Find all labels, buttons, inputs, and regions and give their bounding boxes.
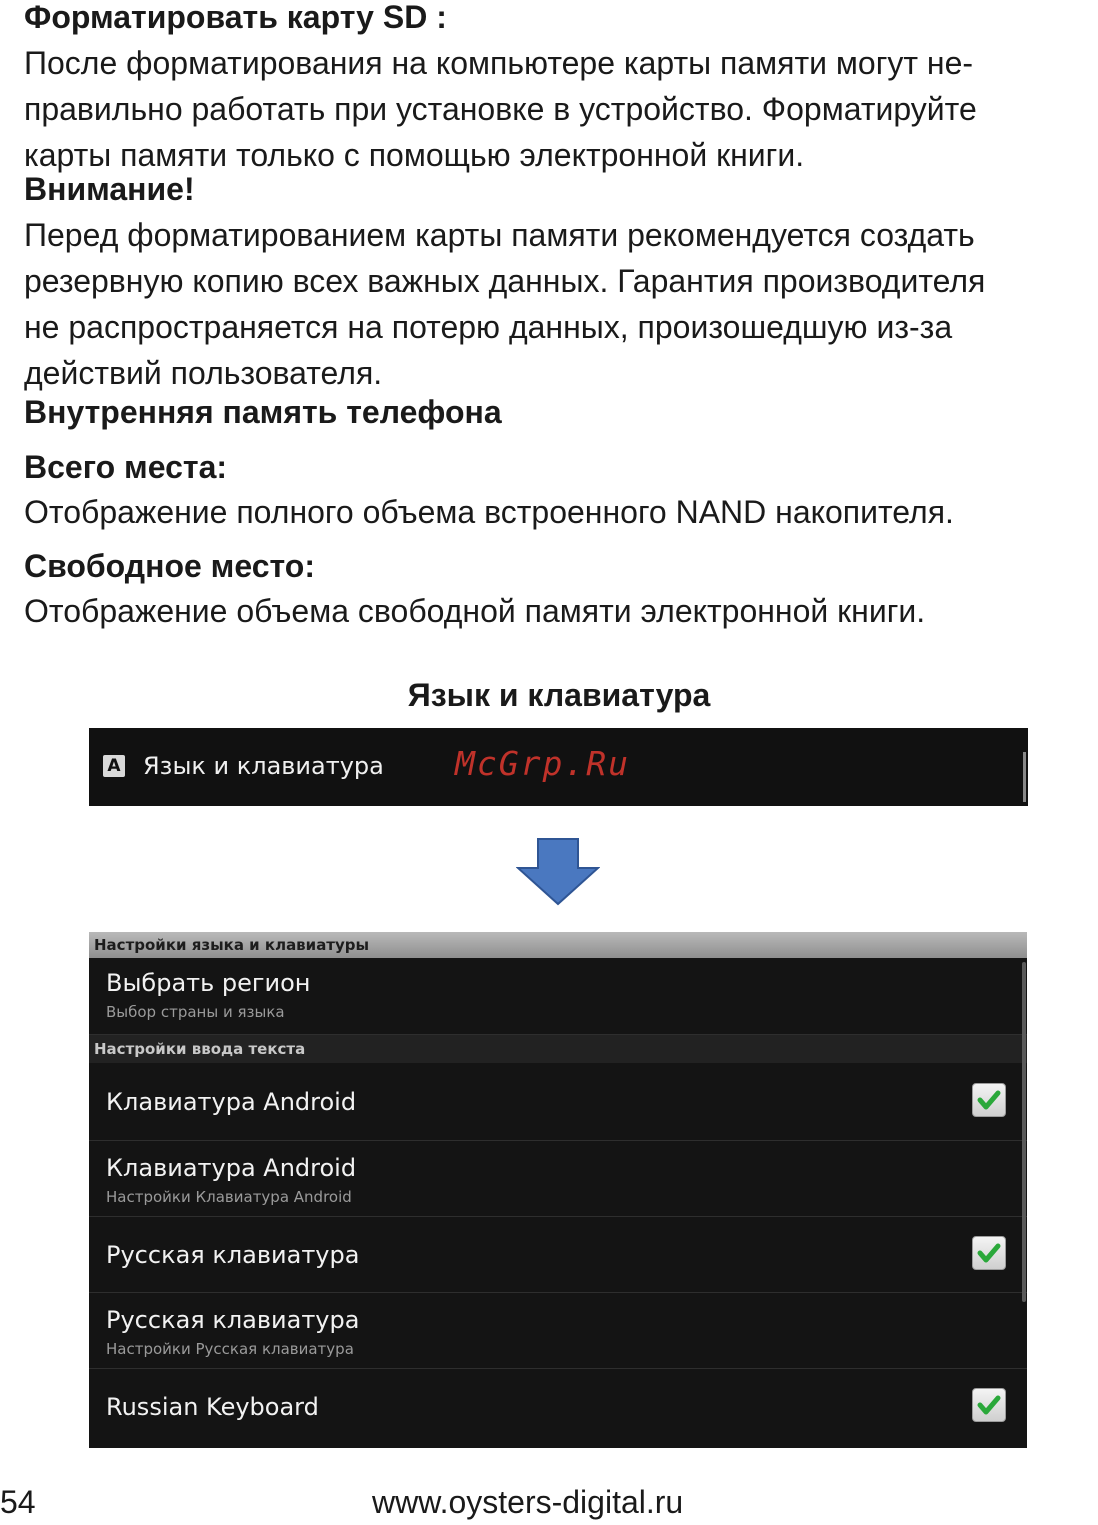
list-item[interactable] xyxy=(89,1217,1027,1293)
select-region-subtitle: Выбор страны и языка xyxy=(106,1003,285,1021)
russian-keyboard-en-title: Russian Keyboard xyxy=(106,1393,319,1421)
russian-keyboard-settings-title: Русская клавиатура xyxy=(106,1306,360,1334)
list-item[interactable] xyxy=(89,1141,1027,1217)
language-keyboard-settings-screen xyxy=(89,932,1027,1448)
format-sd-paragraph xyxy=(24,40,1096,178)
language-keyboard-heading: Язык и клавиатура xyxy=(407,677,711,713)
free-space-heading: Свободное место: xyxy=(24,548,315,584)
page-number: 54 xyxy=(0,1484,36,1520)
list-item[interactable] xyxy=(89,1063,1027,1141)
list-item[interactable] xyxy=(89,1293,1027,1369)
select-region-item[interactable] xyxy=(89,958,1027,1035)
menu-item-label: Язык и клавиатура xyxy=(143,752,384,780)
keyboard-android-title: Клавиатура Android xyxy=(106,1088,357,1116)
free-space-text: Отображение объема свободной памяти электронной книги. xyxy=(24,593,926,629)
footer-url: www.oysters-digital.ru xyxy=(372,1484,684,1520)
down-arrow-icon xyxy=(516,838,600,906)
russian-keyboard-title: Русская клавиатура xyxy=(106,1241,360,1269)
checkbox-checked[interactable] xyxy=(972,1236,1006,1270)
format-sd-heading: Форматировать карту SD : xyxy=(24,0,447,35)
total-space-heading: Всего места: xyxy=(24,449,228,485)
checkbox-checked[interactable] xyxy=(972,1083,1006,1117)
checkbox-checked[interactable] xyxy=(972,1388,1006,1422)
language-icon: A xyxy=(103,755,125,777)
format-line-1: После форматирования на компьютере карты памяти могут не- xyxy=(24,45,974,81)
scroll-indicator xyxy=(1023,752,1026,802)
checkmark-icon xyxy=(976,1240,1002,1266)
list-item[interactable] xyxy=(89,1369,1027,1447)
keyboard-android-settings-subtitle: Настройки Клавиатура Android xyxy=(106,1188,352,1206)
warning-heading: Внимание! xyxy=(24,171,195,207)
checkmark-icon xyxy=(976,1392,1002,1418)
internal-memory-heading: Внутренняя память телефона xyxy=(24,394,502,430)
scrollbar[interactable] xyxy=(1022,962,1026,1302)
total-space-text: Отображение полного объема встроенного NAND накопителя. xyxy=(24,494,954,530)
section-header-language: Настройки языка и клавиатуры xyxy=(89,932,1027,958)
warning-paragraph xyxy=(24,212,1096,396)
warning-line-3: не распространяется на потерю данных, произошедшую из-за xyxy=(24,309,953,345)
checkmark-icon xyxy=(976,1087,1002,1113)
format-line-3: карты памяти только с помощью электронной книги. xyxy=(24,137,805,173)
watermark-text: McGrp.Ru xyxy=(455,744,630,783)
russian-keyboard-settings-subtitle: Настройки Русская клавиатура xyxy=(106,1340,354,1358)
warning-line-4: действий пользователя. xyxy=(24,355,383,391)
format-line-2: правильно работать при установке в устройство. Форматируйте xyxy=(24,91,977,127)
warning-line-2: резервную копию всех важных данных. Гарантия производителя xyxy=(24,263,986,299)
warning-line-1: Перед форматированием карты памяти рекомендуется создать xyxy=(24,217,975,253)
select-region-title: Выбрать регион xyxy=(106,969,311,997)
keyboard-android-settings-title: Клавиатура Android xyxy=(106,1154,357,1182)
language-keyboard-menu-item[interactable] xyxy=(89,728,1028,806)
section-header-text-input: Настройки ввода текста xyxy=(89,1035,1027,1063)
